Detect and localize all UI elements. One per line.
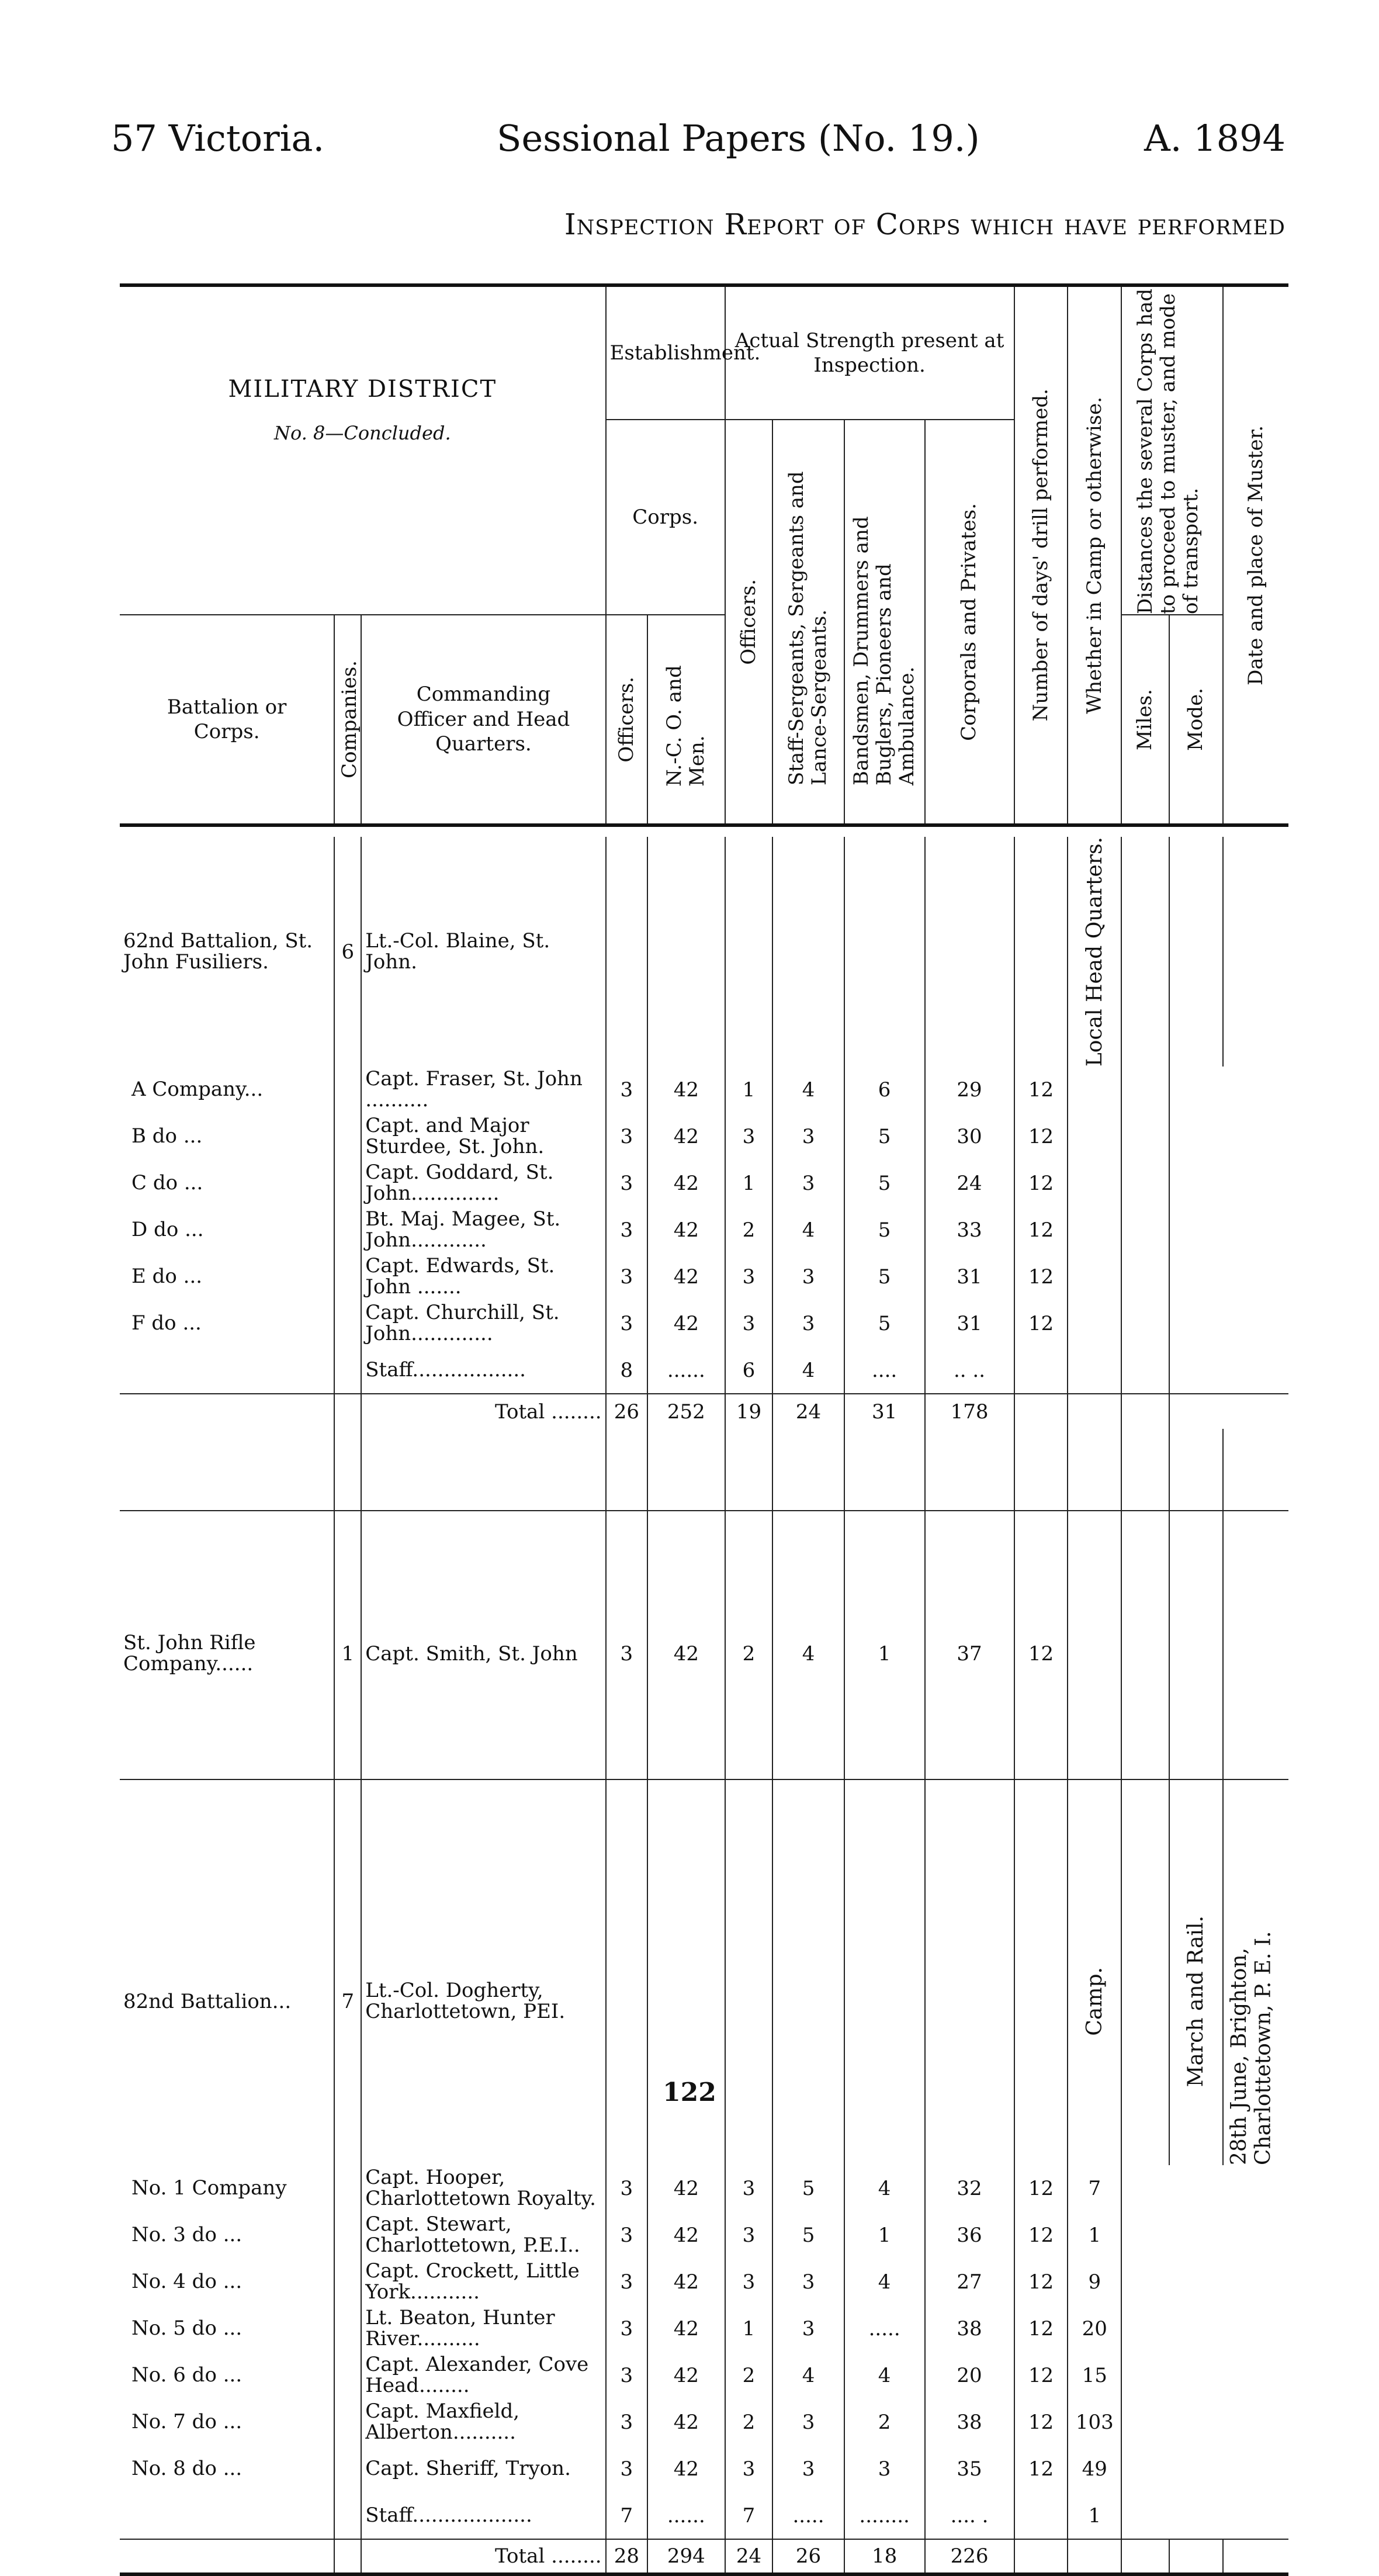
est-men: 42 (647, 2259, 725, 2305)
section-name: St. John Rifle Company...... (120, 1628, 334, 1680)
est-officers: 3 (606, 1067, 647, 1113)
bandsmen: 5 (844, 1300, 925, 1347)
corporals-header: Corporals and Privates. (957, 503, 981, 741)
days: 12 (1014, 2399, 1068, 2446)
days: 12 (1014, 2446, 1068, 2492)
total-band: 18 (844, 2539, 925, 2574)
row-commander: Staff.................. (361, 1347, 605, 1394)
corporals: 29 (925, 1067, 1014, 1113)
miles: 49 (1068, 2446, 1121, 2492)
staff-sergeants: 3 (772, 1113, 844, 1160)
est-nco-header: N.-C. O. and Men. (663, 665, 709, 787)
miles: 1 (1068, 2212, 1121, 2259)
distances-header: Distances the several Corps had to proceed to muster, and mode of transport. (1133, 288, 1203, 614)
table-row (120, 1254, 1288, 1300)
est-officers: 3 (606, 2259, 647, 2305)
corporals: 37 (925, 1628, 1014, 1680)
bandsmen: .... (844, 1347, 925, 1394)
officers: 2 (725, 1628, 773, 1680)
total-officers: 24 (725, 2539, 773, 2574)
row-commander: Capt. Goddard, St. John.............. (361, 1160, 605, 1207)
miles: 9 (1068, 2259, 1121, 2305)
section-companies: 1 (334, 1628, 361, 1680)
bandsmen: 1 (844, 2212, 925, 2259)
report-subtitle: Inspection Report of Corps which have performed (564, 207, 1286, 241)
total-est-officers: 28 (606, 2539, 647, 2574)
row-label (120, 1347, 334, 1394)
corporals: 36 (925, 2212, 1014, 2259)
est-men: 42 (647, 2352, 725, 2399)
date-value: 28th June, Brighton, Charlottetown, P. E. I. (1226, 1931, 1276, 2166)
companies-header: Companies. (338, 660, 362, 778)
bandsmen-header: Bandsmen, Drummers and Buglers, Pioneers and Ambulance. (849, 516, 919, 785)
est-men: 42 (647, 1067, 725, 1113)
row-commander: Bt. Maj. Magee, St. John............ (361, 1207, 605, 1254)
bandsmen: ........ (844, 2492, 925, 2539)
total-est-officers: 26 (606, 1394, 647, 1429)
days: 12 (1014, 1113, 1068, 1160)
header-left: 57 Victoria. (111, 117, 325, 160)
commanding-header: Commanding Officer and Head Quarters. (361, 615, 605, 825)
miles: 20 (1068, 2305, 1121, 2352)
officers: 7 (725, 2492, 773, 2539)
est-officers-header: Officers. (614, 676, 638, 763)
corporals: .. .. (925, 1347, 1014, 1394)
section-companies: 7 (334, 1838, 361, 2165)
table-row (120, 2165, 1288, 2212)
row-label: F do ... (120, 1300, 334, 1347)
bandsmen: 4 (844, 2259, 925, 2305)
staff-sergeants: 3 (772, 2305, 844, 2352)
staff-sergeants: 3 (772, 2399, 844, 2446)
section-companies: 6 (334, 837, 361, 1067)
days: 12 (1014, 1160, 1068, 1207)
section-name: 82nd Battalion... (120, 1838, 334, 2165)
total-officers: 19 (725, 1394, 773, 1429)
district-heading (120, 285, 606, 615)
district-subtitle: No. 8—Concluded. (274, 422, 451, 444)
row-commander: Capt. Alexander, Cove Head........ (361, 2352, 605, 2399)
total-staff: 24 (772, 1394, 844, 1429)
est-men: 42 (647, 2399, 725, 2446)
est-men: 42 (647, 1160, 725, 1207)
table-row (120, 2305, 1288, 2352)
est-men: 42 (647, 2305, 725, 2352)
est-men: 42 (647, 1113, 725, 1160)
district-title: MILITARY DISTRICT (228, 376, 497, 403)
row-label: E do ... (120, 1254, 334, 1300)
row-label: No. 7 do ... (120, 2399, 334, 2446)
corporals: 35 (925, 2446, 1014, 2492)
corporals: 38 (925, 2305, 1014, 2352)
est-men: 42 (647, 1628, 725, 1680)
battalion-header: Battalion or Corps. (120, 615, 334, 825)
est-officers: 3 (606, 1113, 647, 1160)
officers: 2 (725, 1207, 773, 1254)
row-commander: Capt. Edwards, St. John ....... (361, 1254, 605, 1300)
staff-sergeants: 3 (772, 2259, 844, 2305)
est-officers: 8 (606, 1347, 647, 1394)
page-number: 122 (663, 2078, 716, 2107)
est-men: 42 (647, 2212, 725, 2259)
officers: 2 (725, 2399, 773, 2446)
est-men: 42 (647, 1207, 725, 1254)
est-officers: 7 (606, 2492, 647, 2539)
est-officers: 3 (606, 1160, 647, 1207)
days: 12 (1014, 1300, 1068, 1347)
corporals: 20 (925, 2352, 1014, 2399)
table-row (120, 2352, 1288, 2399)
mode-header: Mode. (1184, 688, 1208, 751)
staff-sergeants: 3 (772, 1160, 844, 1207)
table-row (120, 2446, 1288, 2492)
corporals: 32 (925, 2165, 1014, 2212)
est-men: 42 (647, 2446, 725, 2492)
corporals: 27 (925, 2259, 1014, 2305)
staff-sergeants: 3 (772, 1300, 844, 1347)
row-label: No. 3 do ... (120, 2212, 334, 2259)
bandsmen: 5 (844, 1254, 925, 1300)
header-center: Sessional Papers (No. 19.) (497, 117, 980, 160)
est-men: ...... (647, 2492, 725, 2539)
est-officers: 3 (606, 2165, 647, 2212)
table-row (120, 1160, 1288, 1207)
row-commander: Capt. Maxfield, Alberton.......... (361, 2399, 605, 2446)
section-name: 62nd Battalion, St. John Fusiliers. (120, 837, 334, 1067)
days (1014, 1347, 1068, 1394)
est-officers: 3 (606, 2399, 647, 2446)
row-commander: Capt. Stewart, Charlottetown, P.E.I.. (361, 2212, 605, 2259)
total-corporals: 178 (925, 1394, 1014, 1429)
bandsmen: 5 (844, 1207, 925, 1254)
officers: 3 (725, 1254, 773, 1300)
est-officers: 3 (606, 2446, 647, 2492)
est-officers: 3 (606, 2212, 647, 2259)
corporals: 38 (925, 2399, 1014, 2446)
actual-strength-header: Actual Strength present at Inspection. (725, 285, 1014, 420)
table-row (120, 2212, 1288, 2259)
days: 12 (1014, 2352, 1068, 2399)
est-officers: 3 (606, 1207, 647, 1254)
total-est-men: 294 (647, 2539, 725, 2574)
total-staff: 26 (772, 2539, 844, 2574)
row-label: A Company... (120, 1067, 334, 1113)
table-row (120, 1347, 1288, 1394)
section-commander: Capt. Smith, St. John (361, 1628, 605, 1680)
staff-sergeants-header: Staff-Sergeants, Sergeants and Lance-Sergeants. (785, 471, 831, 785)
row-commander: Capt. Churchill, St. John............. (361, 1300, 605, 1347)
bandsmen: 3 (844, 2446, 925, 2492)
staff-sergeants: ..... (772, 2492, 844, 2539)
staff-sergeants: 5 (772, 2212, 844, 2259)
row-label (120, 2492, 334, 2539)
est-officers: 3 (606, 1628, 647, 1680)
days-header: Number of days' drill performed. (1028, 389, 1052, 722)
officers: 2 (725, 2352, 773, 2399)
days: 12 (1014, 2259, 1068, 2305)
row-commander: Capt. Sheriff, Tryon. (361, 2446, 605, 2492)
bandsmen: 4 (844, 2352, 925, 2399)
total-label: Total ........ (361, 1394, 605, 1429)
row-label: C do ... (120, 1160, 334, 1207)
bandsmen: ..... (844, 2305, 925, 2352)
staff-sergeants: 3 (772, 2446, 844, 2492)
est-men: 42 (647, 2165, 725, 2212)
mode-value: March and Rail. (1184, 1916, 1208, 2087)
est-men: 42 (647, 1300, 725, 1347)
days: 12 (1014, 1207, 1068, 1254)
miles: 15 (1068, 2352, 1121, 2399)
bandsmen: 5 (844, 1113, 925, 1160)
officers: 1 (725, 1160, 773, 1207)
table-row (120, 2259, 1288, 2305)
bandsmen: 2 (844, 2399, 925, 2446)
miles: 103 (1068, 2399, 1121, 2446)
officers: 6 (725, 1347, 773, 1394)
row-commander: Capt. Crockett, Little York........... (361, 2259, 605, 2305)
table-row (120, 2399, 1288, 2446)
row-label: D do ... (120, 1207, 334, 1254)
est-officers: 3 (606, 1300, 647, 1347)
inspection-table (120, 283, 1288, 2576)
staff-sergeants: 4 (772, 1347, 844, 1394)
row-label: No. 4 do ... (120, 2259, 334, 2305)
header-right: A. 1894 (1144, 117, 1286, 160)
row-label: No. 1 Company (120, 2165, 334, 2212)
days: 12 (1014, 2305, 1068, 2352)
camp-value: Camp. (1082, 1967, 1107, 2036)
row-label: B do ... (120, 1113, 334, 1160)
date-header: Date and place of Muster. (1243, 425, 1267, 685)
officers: 3 (725, 2259, 773, 2305)
est-men: 42 (647, 1254, 725, 1300)
officers: 3 (725, 2212, 773, 2259)
staff-sergeants: 4 (772, 1207, 844, 1254)
corporals: 31 (925, 1254, 1014, 1300)
establishment-header: Establishment. (606, 285, 725, 420)
est-officers: 3 (606, 2352, 647, 2399)
est-men: ...... (647, 1347, 725, 1394)
camp-value: Local Head Quarters. (1082, 837, 1107, 1067)
row-commander: Capt. and Major Sturdee, St. John. (361, 1113, 605, 1160)
officers: 1 (725, 2305, 773, 2352)
days: 12 (1014, 1254, 1068, 1300)
camp-header: Whether in Camp or otherwise. (1082, 396, 1106, 714)
est-officers: 3 (606, 2305, 647, 2352)
officers: 3 (725, 1113, 773, 1160)
row-label: No. 8 do ... (120, 2446, 334, 2492)
table-row (120, 1300, 1288, 1347)
officers: 1 (725, 1067, 773, 1113)
corporals: .... . (925, 2492, 1014, 2539)
officers: 3 (725, 1300, 773, 1347)
miles: 7 (1068, 2165, 1121, 2212)
bandsmen: 5 (844, 1160, 925, 1207)
total-corporals: 226 (925, 2539, 1014, 2574)
staff-sergeants: 4 (772, 1067, 844, 1113)
row-commander: Lt. Beaton, Hunter River.......... (361, 2305, 605, 2352)
total-label: Total ........ (361, 2539, 605, 2574)
total-band: 31 (844, 1394, 925, 1429)
bandsmen: 4 (844, 2165, 925, 2212)
staff-sergeants: 5 (772, 2165, 844, 2212)
bandsmen: 1 (844, 1628, 925, 1680)
section-commander: Lt.-Col. Blaine, St. John. (361, 837, 605, 1067)
total-est-men: 252 (647, 1394, 725, 1429)
row-label: No. 5 do ... (120, 2305, 334, 2352)
staff-sergeants: 4 (772, 2352, 844, 2399)
staff-sergeants: 3 (772, 1254, 844, 1300)
row-commander: Capt. Fraser, St. John .......... (361, 1067, 605, 1113)
row-label: No. 6 do ... (120, 2352, 334, 2399)
row-commander: Staff................... (361, 2492, 605, 2539)
corporals: 24 (925, 1160, 1014, 1207)
officers: 3 (725, 2165, 773, 2212)
bandsmen: 6 (844, 1067, 925, 1113)
days: 12 (1014, 2165, 1068, 2212)
miles: 1 (1068, 2492, 1121, 2539)
row-commander: Capt. Hooper, Charlottetown Royalty. (361, 2165, 605, 2212)
corporals: 33 (925, 1207, 1014, 1254)
table-row (120, 2492, 1288, 2539)
days (1014, 2492, 1068, 2539)
section-commander: Lt.-Col. Dogherty, Charlottetown, PEI. (361, 1838, 605, 2165)
est-officers: 3 (606, 1254, 647, 1300)
table-row (120, 1067, 1288, 1113)
days: 12 (1014, 2212, 1068, 2259)
corps-header: Corps. (606, 420, 725, 615)
table-row (120, 1207, 1288, 1254)
miles-header: Miles. (1133, 688, 1157, 750)
officers: 3 (725, 2446, 773, 2492)
days: 12 (1014, 1067, 1068, 1113)
days: 12 (1014, 1628, 1068, 1680)
corporals: 31 (925, 1300, 1014, 1347)
staff-sergeants: 4 (772, 1628, 844, 1680)
actual-officers-header: Officers. (736, 579, 760, 665)
table-row (120, 1113, 1288, 1160)
corporals: 30 (925, 1113, 1014, 1160)
